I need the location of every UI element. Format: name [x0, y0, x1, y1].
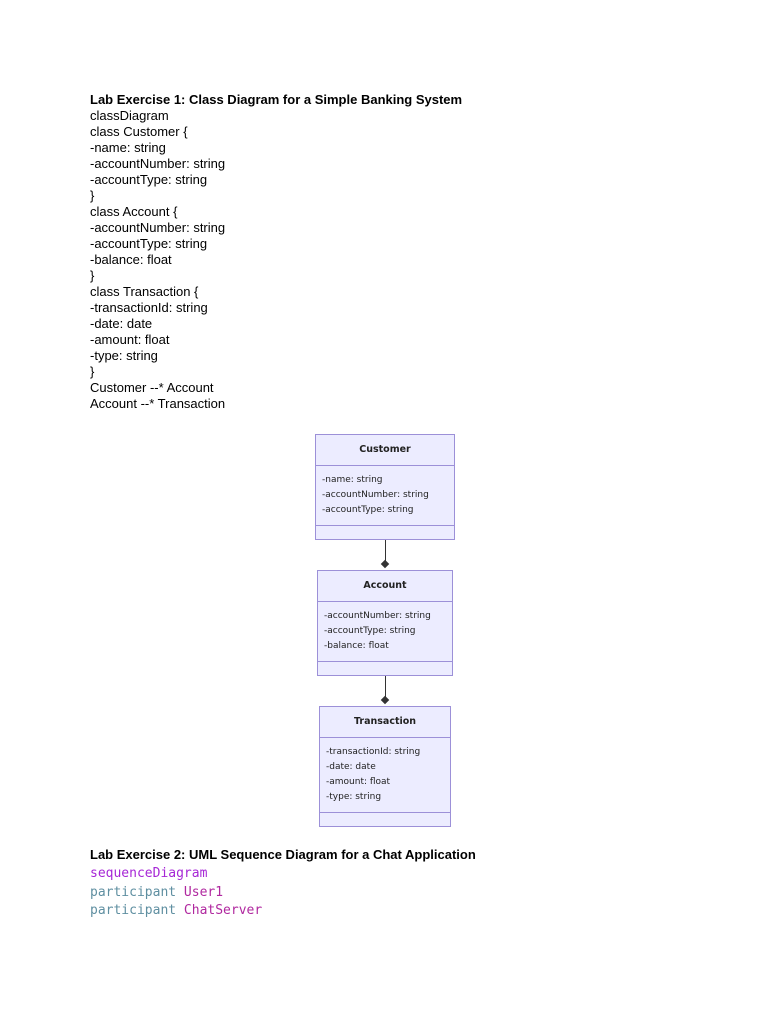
class-divider: [316, 465, 454, 466]
code-line: [90, 865, 262, 884]
code-line: -date: date: [90, 316, 153, 331]
class-attributes: [324, 609, 431, 654]
class-name: Customer: [359, 444, 411, 455]
class-divider: [320, 812, 450, 813]
code-keyword: participant: [90, 903, 177, 918]
class-attribute: -accountNumber: string: [324, 611, 431, 621]
code-line: -type: string: [90, 348, 158, 363]
composition-diamond: [381, 560, 389, 568]
class-divider: [320, 737, 450, 738]
code-line: -accountType: string: [90, 172, 208, 187]
class-attribute: -transactionId: string: [326, 747, 421, 757]
code-keyword: participant: [90, 884, 177, 900]
exercise2-code-block: [90, 865, 262, 921]
code-line: class Customer {: [90, 124, 188, 139]
class-divider: [316, 525, 454, 526]
class-attribute: -date: date: [326, 762, 376, 772]
code-line: Account --* Transaction: [90, 396, 226, 411]
class-attributes: [322, 473, 429, 518]
class-attribute: -type: string: [326, 792, 382, 802]
class-divider: [318, 661, 452, 662]
code-identifier: ChatServer: [183, 903, 263, 918]
code-identifier: User1: [183, 884, 224, 900]
class-attribute: -accountType: string: [324, 626, 416, 636]
code-line: class Transaction {: [90, 284, 199, 299]
class-divider: [318, 601, 452, 602]
class-attribute: -accountType: string: [322, 505, 414, 515]
exercise1-code-block: [90, 108, 225, 412]
class-box-customer: [315, 434, 455, 540]
code-line: -balance: float: [90, 252, 172, 267]
class-name: Account: [363, 580, 407, 591]
composition-diamond: [381, 696, 389, 704]
code-line: class Account {: [90, 204, 178, 219]
code-keyword: sequenceDiagram: [90, 866, 208, 881]
exercise2-heading: Lab Exercise 2: UML Sequence Diagram for a Chat Application: [90, 847, 476, 862]
code-line: [90, 884, 262, 903]
class-attribute: -name: string: [322, 475, 383, 485]
exercise1-heading: Lab Exercise 1: Class Diagram for a Simple Banking System: [90, 92, 463, 107]
code-line: -accountNumber: string: [90, 220, 226, 235]
code-line: [90, 902, 262, 921]
code-line: -accountType: string: [90, 236, 208, 251]
class-name: Transaction: [353, 716, 417, 727]
code-line: -accountNumber: string: [90, 156, 226, 171]
code-line: -amount: float: [90, 332, 170, 347]
class-attributes: [326, 745, 420, 805]
code-line: classDiagram: [90, 108, 169, 123]
class-box-transaction: [319, 706, 451, 827]
class-attribute: -balance: float: [324, 641, 389, 651]
class-box-account: [317, 570, 453, 676]
class-attribute: -amount: float: [326, 777, 391, 787]
code-line: -name: string: [90, 140, 166, 155]
code-line: }: [90, 268, 95, 283]
code-line: Customer --* Account: [90, 380, 214, 395]
class-attribute: -accountNumber: string: [322, 490, 429, 500]
code-line: -transactionId: string: [90, 300, 208, 315]
code-line: }: [90, 188, 95, 203]
code-line: }: [90, 364, 95, 379]
